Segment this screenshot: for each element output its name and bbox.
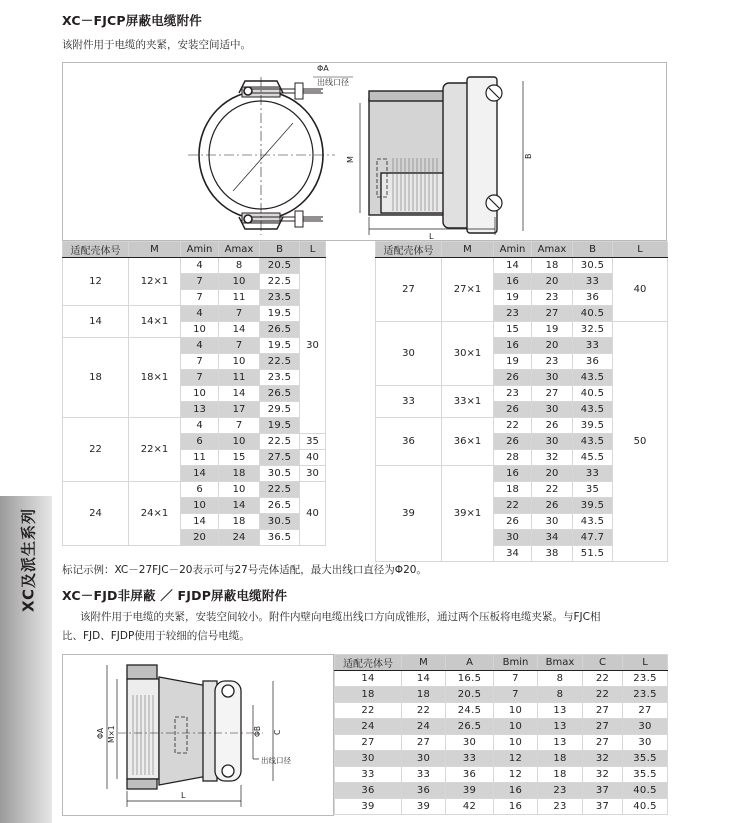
header-bmax: Bmax xyxy=(538,655,583,671)
table-row xyxy=(376,322,668,338)
amin-cell: 4 xyxy=(181,258,219,274)
header-shell: 适配壳体号 xyxy=(335,655,402,671)
amax-cell: 7 xyxy=(219,306,260,322)
a-cell: 36 xyxy=(446,767,494,783)
c-cell: 27 xyxy=(583,735,623,751)
shell-cell: 27 xyxy=(335,735,402,751)
fjcp-label-outlet: 出线口径 xyxy=(317,78,349,87)
l-cell: 40 xyxy=(300,450,326,466)
b-cell: 22.5 xyxy=(260,354,300,370)
b-cell: 43.5 xyxy=(573,402,613,418)
amax-cell: 26 xyxy=(532,498,573,514)
b-cell: 26.5 xyxy=(260,498,300,514)
b-cell: 33 xyxy=(573,338,613,354)
shell-cell: 36 xyxy=(376,418,442,466)
amin-cell: 28 xyxy=(494,450,532,466)
amax-cell: 27 xyxy=(532,306,573,322)
b-cell: 36 xyxy=(573,354,613,370)
c-cell: 22 xyxy=(583,687,623,703)
l-cell: 27 xyxy=(623,703,668,719)
bmin-cell: 7 xyxy=(494,687,538,703)
fjcp-label-a: ΦA xyxy=(317,64,329,73)
header-shell: 适配壳体号 xyxy=(376,242,442,258)
amin-cell: 14 xyxy=(494,258,532,274)
m-cell: 30×1 xyxy=(442,322,494,386)
amax-cell: 10 xyxy=(219,354,260,370)
m-cell: 24×1 xyxy=(129,482,181,546)
shell-cell: 33 xyxy=(335,767,402,783)
shell-cell: 39 xyxy=(376,466,442,562)
amax-cell: 22 xyxy=(532,482,573,498)
table-row xyxy=(335,799,668,815)
m-cell: 22×1 xyxy=(129,418,181,482)
amin-cell: 15 xyxy=(494,322,532,338)
amax-cell: 10 xyxy=(219,434,260,450)
l-cell: 40.5 xyxy=(623,783,668,799)
m-cell: 18×1 xyxy=(129,338,181,418)
fjd-drawing xyxy=(63,655,335,817)
section2-title: XC－FJD非屏蔽 ／ FJDP屏蔽电缆附件 xyxy=(62,588,288,603)
amax-cell: 15 xyxy=(219,450,260,466)
a-cell: 39 xyxy=(446,783,494,799)
shell-cell: 22 xyxy=(335,703,402,719)
fjd-spec-table xyxy=(334,654,668,815)
fjcp-label-l: L xyxy=(429,232,434,241)
table-row xyxy=(335,751,668,767)
amax-cell: 18 xyxy=(219,466,260,482)
b-cell: 43.5 xyxy=(573,370,613,386)
fjd-label-c: C xyxy=(273,729,282,735)
table-row xyxy=(63,258,326,274)
header-m: M xyxy=(402,655,446,671)
amax-cell: 14 xyxy=(219,322,260,338)
amax-cell: 23 xyxy=(532,354,573,370)
amax-cell: 20 xyxy=(532,466,573,482)
section2-description-line2: 比、FJD、FJDP使用于较细的信号电缆。 xyxy=(62,630,250,642)
amin-cell: 7 xyxy=(181,370,219,386)
amax-cell: 20 xyxy=(532,274,573,290)
amin-cell: 26 xyxy=(494,370,532,386)
b-cell: 36 xyxy=(573,290,613,306)
l-cell: 30 xyxy=(623,735,668,751)
amin-cell: 26 xyxy=(494,402,532,418)
amin-cell: 16 xyxy=(494,338,532,354)
header-amin: Amin xyxy=(181,242,219,258)
fjd-label-outlet: 出线口径 xyxy=(261,756,291,765)
l-cell: 35.5 xyxy=(623,767,668,783)
c-cell: 27 xyxy=(583,719,623,735)
l-cell: 35.5 xyxy=(623,751,668,767)
b-cell: 19.5 xyxy=(260,306,300,322)
header-bmin: Bmin xyxy=(494,655,538,671)
b-cell: 23.5 xyxy=(260,290,300,306)
l-cell: 30 xyxy=(300,466,326,482)
table-row xyxy=(335,783,668,799)
amin-cell: 13 xyxy=(181,402,219,418)
fjcp-label-m: M xyxy=(346,156,355,163)
bmin-cell: 16 xyxy=(494,799,538,815)
m-cell: 14 xyxy=(402,671,446,687)
l-cell: 35 xyxy=(300,434,326,450)
header-l: L xyxy=(623,655,668,671)
amin-cell: 23 xyxy=(494,386,532,402)
m-cell: 39×1 xyxy=(442,466,494,562)
amax-cell: 8 xyxy=(219,258,260,274)
amax-cell: 18 xyxy=(532,258,573,274)
b-cell: 20.5 xyxy=(260,258,300,274)
l-cell: 50 xyxy=(613,322,668,562)
amin-cell: 4 xyxy=(181,306,219,322)
a-cell: 20.5 xyxy=(446,687,494,703)
table-row xyxy=(63,338,326,354)
amax-cell: 30 xyxy=(532,434,573,450)
bmax-cell: 18 xyxy=(538,767,583,783)
series-side-label: XC及派生系列 xyxy=(19,507,38,613)
m-cell: 22 xyxy=(402,703,446,719)
b-cell: 19.5 xyxy=(260,418,300,434)
amax-cell: 7 xyxy=(219,418,260,434)
amin-cell: 4 xyxy=(181,418,219,434)
b-cell: 29.5 xyxy=(260,402,300,418)
amin-cell: 14 xyxy=(181,514,219,530)
amax-cell: 7 xyxy=(219,338,260,354)
l-cell: 23.5 xyxy=(623,671,668,687)
m-cell: 36 xyxy=(402,783,446,799)
amin-cell: 26 xyxy=(494,514,532,530)
amax-cell: 27 xyxy=(532,386,573,402)
amax-cell: 10 xyxy=(219,482,260,498)
b-cell: 26.5 xyxy=(260,322,300,338)
amin-cell: 30 xyxy=(494,530,532,546)
c-cell: 32 xyxy=(583,767,623,783)
amin-cell: 34 xyxy=(494,546,532,562)
b-cell: 35 xyxy=(573,482,613,498)
shell-cell: 39 xyxy=(335,799,402,815)
l-cell: 40.5 xyxy=(623,799,668,815)
shell-cell: 14 xyxy=(63,306,129,338)
amin-cell: 20 xyxy=(181,530,219,546)
amin-cell: 22 xyxy=(494,498,532,514)
b-cell: 23.5 xyxy=(260,370,300,386)
amin-cell: 4 xyxy=(181,338,219,354)
b-cell: 40.5 xyxy=(573,386,613,402)
c-cell: 37 xyxy=(583,799,623,815)
amax-cell: 11 xyxy=(219,290,260,306)
fjd-label-l: L xyxy=(181,791,186,800)
a-cell: 42 xyxy=(446,799,494,815)
b-cell: 26.5 xyxy=(260,386,300,402)
b-cell: 40.5 xyxy=(573,306,613,322)
bmax-cell: 18 xyxy=(538,751,583,767)
l-cell: 30 xyxy=(300,258,326,434)
shell-cell: 14 xyxy=(335,671,402,687)
header-amax: Amax xyxy=(219,242,260,258)
b-cell: 43.5 xyxy=(573,434,613,450)
fjcp-drawing-frame xyxy=(62,62,667,241)
header-b: B xyxy=(260,242,300,258)
fjd-label-b: ΦB xyxy=(253,725,262,737)
fjcp-label-b: B xyxy=(524,153,533,159)
section2-description-line1: 该附件用于电缆的夹紧，安装空间较小。附件内壁向电缆出线口方向成锥形，通过两个压板将电缆夹紧。与FJC相 xyxy=(80,611,601,623)
amax-cell: 14 xyxy=(219,498,260,514)
bmin-cell: 10 xyxy=(494,735,538,751)
amin-cell: 19 xyxy=(494,290,532,306)
header-m: M xyxy=(442,242,494,258)
m-cell: 33 xyxy=(402,767,446,783)
bmin-cell: 10 xyxy=(494,719,538,735)
table-row xyxy=(335,703,668,719)
a-cell: 24.5 xyxy=(446,703,494,719)
table-row xyxy=(335,687,668,703)
header-m: M xyxy=(129,242,181,258)
amax-cell: 11 xyxy=(219,370,260,386)
bmax-cell: 13 xyxy=(538,719,583,735)
header-amin: Amin xyxy=(494,242,532,258)
header-c: C xyxy=(583,655,623,671)
a-cell: 33 xyxy=(446,751,494,767)
shell-cell: 24 xyxy=(335,719,402,735)
table-row xyxy=(63,306,326,322)
header-amax: Amax xyxy=(532,242,573,258)
fjd-label-a: ΦA xyxy=(96,727,105,739)
m-cell: 36×1 xyxy=(442,418,494,466)
amin-cell: 18 xyxy=(494,482,532,498)
amin-cell: 10 xyxy=(181,386,219,402)
section1-description: 该附件用于电缆的夹紧，安装空间适中。 xyxy=(62,39,251,51)
b-cell: 30.5 xyxy=(260,466,300,482)
l-cell: 40 xyxy=(613,258,668,322)
bmin-cell: 12 xyxy=(494,767,538,783)
fjd-drawing-frame xyxy=(62,654,334,816)
b-cell: 39.5 xyxy=(573,498,613,514)
b-cell: 22.5 xyxy=(260,434,300,450)
b-cell: 51.5 xyxy=(573,546,613,562)
amin-cell: 7 xyxy=(181,274,219,290)
b-cell: 33 xyxy=(573,466,613,482)
b-cell: 27.5 xyxy=(260,450,300,466)
m-cell: 12×1 xyxy=(129,258,181,306)
amin-cell: 19 xyxy=(494,354,532,370)
c-cell: 22 xyxy=(583,671,623,687)
m-cell: 14×1 xyxy=(129,306,181,338)
amax-cell: 30 xyxy=(532,402,573,418)
b-cell: 30.5 xyxy=(260,514,300,530)
a-cell: 26.5 xyxy=(446,719,494,735)
bmax-cell: 13 xyxy=(538,703,583,719)
amax-cell: 26 xyxy=(532,418,573,434)
l-cell: 23.5 xyxy=(623,687,668,703)
table-row xyxy=(63,418,326,434)
amin-cell: 6 xyxy=(181,434,219,450)
table-row xyxy=(335,671,668,687)
amin-cell: 22 xyxy=(494,418,532,434)
amax-cell: 17 xyxy=(219,402,260,418)
shell-cell: 36 xyxy=(335,783,402,799)
shell-cell: 30 xyxy=(376,322,442,386)
b-cell: 47.7 xyxy=(573,530,613,546)
table-row xyxy=(376,258,668,274)
shell-cell: 33 xyxy=(376,386,442,418)
amax-cell: 34 xyxy=(532,530,573,546)
amin-cell: 16 xyxy=(494,466,532,482)
m-cell: 39 xyxy=(402,799,446,815)
b-cell: 32.5 xyxy=(573,322,613,338)
table-row xyxy=(63,482,326,498)
b-cell: 19.5 xyxy=(260,338,300,354)
fjcp-spec-table-left xyxy=(62,241,326,546)
shell-cell: 30 xyxy=(335,751,402,767)
l-cell: 40 xyxy=(300,482,326,546)
header-l: L xyxy=(613,242,668,258)
b-cell: 30.5 xyxy=(573,258,613,274)
b-cell: 36.5 xyxy=(260,530,300,546)
bmax-cell: 23 xyxy=(538,799,583,815)
b-cell: 45.5 xyxy=(573,450,613,466)
amin-cell: 23 xyxy=(494,306,532,322)
amax-cell: 14 xyxy=(219,386,260,402)
amax-cell: 19 xyxy=(532,322,573,338)
amin-cell: 6 xyxy=(181,482,219,498)
b-cell: 33 xyxy=(573,274,613,290)
header-l: L xyxy=(300,242,326,258)
marking-example-note: 标记示例：XC－27FJC－20表示可与27号壳体适配，最大出线口直径为Φ20。 xyxy=(62,564,427,576)
b-cell: 43.5 xyxy=(573,514,613,530)
amax-cell: 38 xyxy=(532,546,573,562)
table-row xyxy=(335,735,668,751)
m-cell: 30 xyxy=(402,751,446,767)
bmin-cell: 10 xyxy=(494,703,538,719)
shell-cell: 27 xyxy=(376,258,442,322)
bmin-cell: 12 xyxy=(494,751,538,767)
shell-cell: 22 xyxy=(63,418,129,482)
amin-cell: 16 xyxy=(494,274,532,290)
amax-cell: 24 xyxy=(219,530,260,546)
shell-cell: 18 xyxy=(335,687,402,703)
b-cell: 22.5 xyxy=(260,482,300,498)
b-cell: 22.5 xyxy=(260,274,300,290)
fjcp-spec-table-right xyxy=(375,241,668,562)
amin-cell: 10 xyxy=(181,322,219,338)
c-cell: 32 xyxy=(583,751,623,767)
amin-cell: 7 xyxy=(181,290,219,306)
header-a: A xyxy=(446,655,494,671)
shell-cell: 18 xyxy=(63,338,129,418)
amax-cell: 30 xyxy=(532,370,573,386)
amin-cell: 14 xyxy=(181,466,219,482)
bmax-cell: 8 xyxy=(538,671,583,687)
shell-cell: 12 xyxy=(63,258,129,306)
bmax-cell: 13 xyxy=(538,735,583,751)
c-cell: 27 xyxy=(583,703,623,719)
amin-cell: 26 xyxy=(494,434,532,450)
table-row xyxy=(335,719,668,735)
c-cell: 37 xyxy=(583,783,623,799)
amax-cell: 23 xyxy=(532,290,573,306)
m-cell: 18 xyxy=(402,687,446,703)
amax-cell: 32 xyxy=(532,450,573,466)
a-cell: 16.5 xyxy=(446,671,494,687)
m-cell: 33×1 xyxy=(442,386,494,418)
bmax-cell: 8 xyxy=(538,687,583,703)
table-row xyxy=(335,767,668,783)
bmin-cell: 7 xyxy=(494,671,538,687)
shell-cell: 24 xyxy=(63,482,129,546)
amax-cell: 20 xyxy=(532,338,573,354)
header-b: B xyxy=(573,242,613,258)
l-cell: 30 xyxy=(623,719,668,735)
amax-cell: 18 xyxy=(219,514,260,530)
amin-cell: 11 xyxy=(181,450,219,466)
a-cell: 30 xyxy=(446,735,494,751)
bmin-cell: 16 xyxy=(494,783,538,799)
amin-cell: 7 xyxy=(181,354,219,370)
bmax-cell: 23 xyxy=(538,783,583,799)
fjcp-drawing xyxy=(63,63,668,242)
amax-cell: 10 xyxy=(219,274,260,290)
amin-cell: 10 xyxy=(181,498,219,514)
b-cell: 39.5 xyxy=(573,418,613,434)
m-cell: 24 xyxy=(402,719,446,735)
section1-title: XC－FJCP屏蔽电缆附件 xyxy=(62,13,202,28)
header-shell: 适配壳体号 xyxy=(63,242,129,258)
m-cell: 27×1 xyxy=(442,258,494,322)
amax-cell: 30 xyxy=(532,514,573,530)
fjd-label-m: M×1 xyxy=(107,725,116,743)
m-cell: 27 xyxy=(402,735,446,751)
